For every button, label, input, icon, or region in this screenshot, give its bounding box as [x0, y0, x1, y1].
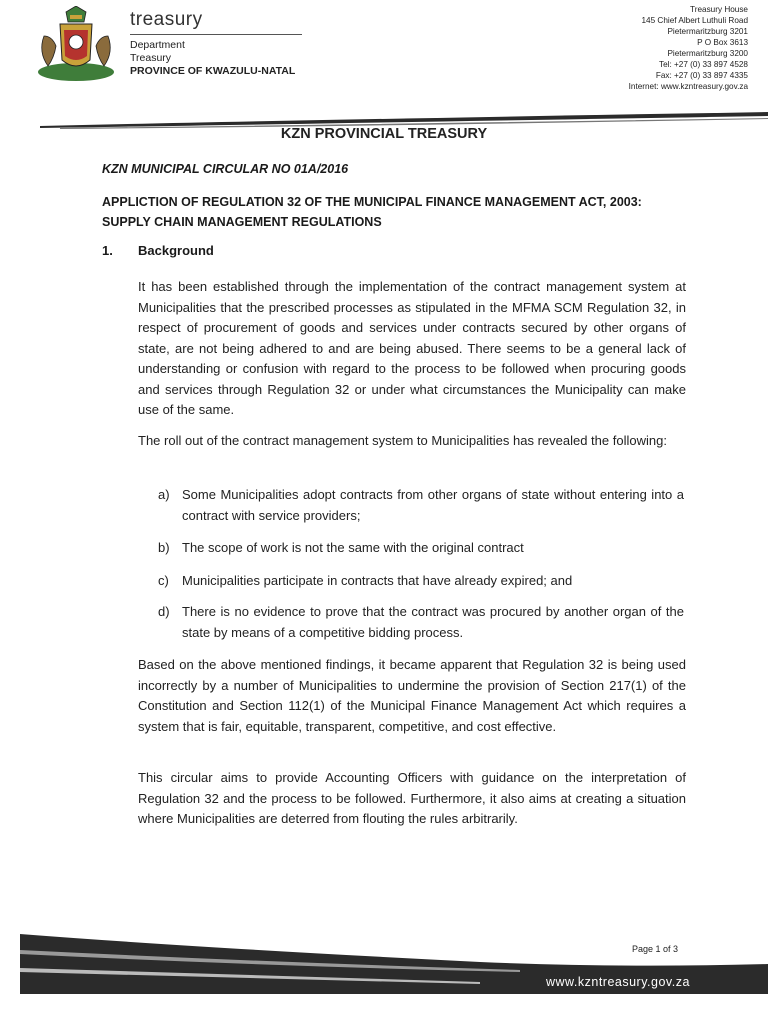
subject-line: SUPPLY CHAIN MANAGEMENT REGULATIONS [102, 215, 382, 229]
document-title: KZN PROVINCIAL TREASURY [280, 126, 488, 142]
address-line: P O Box 3613 [697, 38, 748, 47]
address-line: Tel: +27 (0) 33 897 4528 [659, 60, 748, 69]
paragraph-background: It has been established through the implementation of the contract management system at Municipalities that the prescribed processes as stipulated in the MFMA SCM Regulation 32, in respect of procurement of goods and services under contracts secured by other organs of state, are not being adhered to and are being abused. There seems to be a general lack of understanding or confusion with regard to the process to be followed when procuring goods and services through Regulation 32 or under what circumstances the Municipality can make use of the same. [138, 279, 686, 417]
department-block [130, 8, 330, 78]
department-line: Treasury [130, 52, 172, 64]
list-text: Some Municipalities adopt contracts from other organs of state without entering into a contract with service providers; [182, 487, 684, 523]
circular-subject [102, 192, 702, 232]
address-line: 145 Chief Albert Luthuli Road [641, 16, 748, 25]
circular-number: KZN MUNICIPAL CIRCULAR NO 01A/2016 [102, 162, 349, 176]
kzn-coat-of-arms-icon [30, 6, 122, 86]
footer-website: www.kzntreasury.gov.za [546, 975, 690, 989]
list-text: Municipalities participate in contracts that have already expired; and [182, 573, 573, 588]
subject-line: APPLICTION OF REGULATION 32 OF THE MUNICIPAL FINANCE MANAGEMENT ACT, 2003: [102, 195, 642, 209]
list-marker: c) [158, 573, 169, 588]
list-marker: a) [158, 487, 170, 502]
address-line: Treasury House [690, 5, 748, 14]
paragraph-circular-aim: This circular aims to provide Accounting Officers with guidance on the interpretation of Regulation 32 and the process to be followed. Furthermore, it also aims at creating a situation where Municipalities are deterred from flouting the rules arbitrarily. [138, 770, 686, 826]
list-marker: b) [158, 540, 170, 555]
list-text: There is no evidence to prove that the contract was procured by another organ of the state by means of a competitive bidding process. [182, 604, 684, 640]
province-line: PROVINCE OF KWAZULU-NATAL [130, 65, 296, 77]
page-number: Page 1 of 3 [632, 944, 679, 954]
address-line: Pietermaritzburg 3201 [667, 27, 748, 36]
paragraph-rollout: The roll out of the contract management system to Municipalities has revealed the following: [138, 433, 667, 448]
address-block [548, 4, 748, 92]
list-marker: d) [158, 604, 170, 619]
address-line: Pietermaritzburg 3200 [667, 49, 748, 58]
address-line: Fax: +27 (0) 33 897 4335 [655, 71, 748, 80]
paragraph-findings-conclusion: Based on the above mentioned findings, it became apparent that Regulation 32 is being used incorrectly by a number of Municipalities to undermine the provision of Section 217(1) of the Constitution and Section 112(1) of the Municipal Finance Management Act which requires a system that is fair, equitable, transparent, competitive, and cost effective. [138, 657, 686, 734]
department-rule [130, 34, 302, 35]
department-line: Department [130, 39, 185, 51]
section-heading [102, 243, 214, 258]
section-number: 1. [102, 243, 113, 258]
address-line: Internet: www.kzntreasury.gov.za [628, 82, 748, 91]
section-title: Background [138, 243, 214, 258]
department-name: treasury [130, 9, 203, 30]
list-text: The scope of work is not the same with the original contract [182, 540, 524, 555]
